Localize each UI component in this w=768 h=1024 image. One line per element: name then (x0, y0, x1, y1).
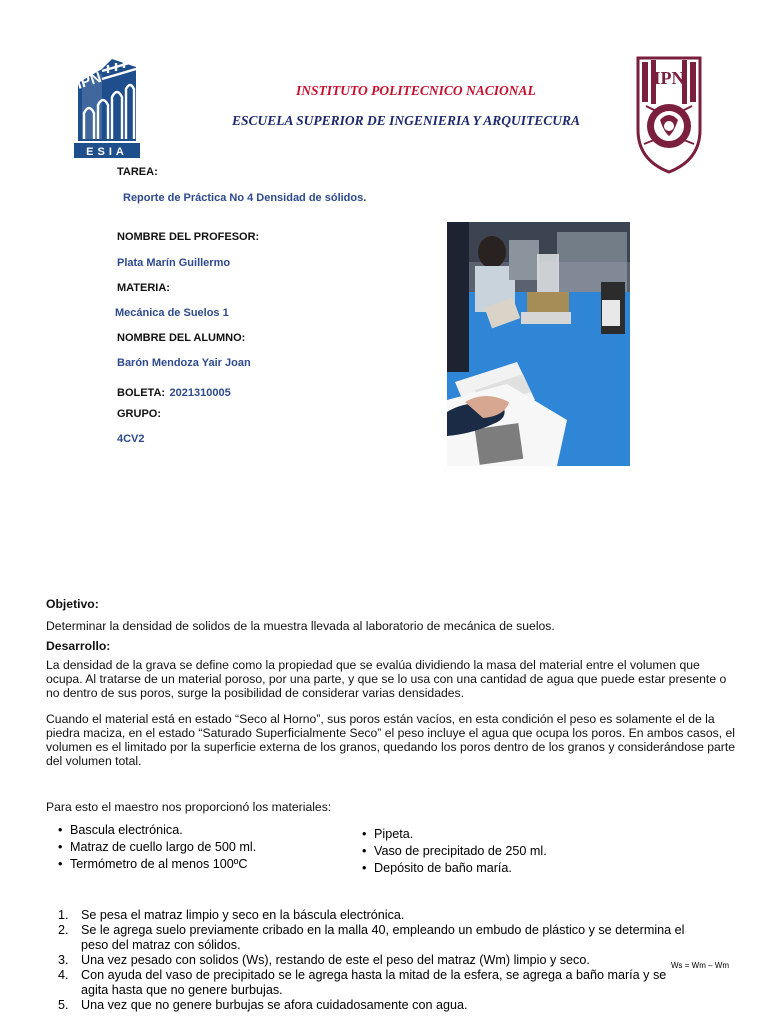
boleta-row (117, 383, 231, 401)
esia-logo-text: ESIA (86, 146, 128, 158)
materials-list-left (58, 822, 256, 873)
materials-list-right (362, 826, 547, 877)
materials-intro: Para esto el maestro nos proporcionó los materiales: (46, 800, 332, 814)
ipn-logo-text: IPN (74, 68, 104, 93)
material-item: • Depósito de baño maría. (362, 860, 547, 877)
material-item: • Pipeta. (362, 826, 547, 843)
step-item: 2. Se le agrega suelo previamente cribado en la malla 40, empleando un embudo de plástico y se determina el peso del matraz con sólidos. (58, 923, 685, 952)
step-item: 1. Se pesa el matraz limpio y seco en la báscula electrónica. (58, 908, 405, 922)
desarrollo-paragraph-1: La densidad de la grava se define como la propiedad que se evalúa dividiendo la masa del material entre el volumen que ocupa. Al tratarse de un material poroso, por una parte, y que se lo usa con una cantidad de agua que puede estar presente o no dentro de sus poros, surge la posibilidad de considerar varias densidades. (46, 658, 727, 700)
institution-title: INSTITUTO POLITECNICO NACIONAL (296, 83, 536, 98)
ipn-shield-logo-icon (632, 52, 706, 175)
material-item: • Termómetro de al menos 100ºC (58, 856, 256, 873)
desarrollo-paragraph-2: Cuando el material está en estado “Seco al Horno”, sus poros están vacíos, en esta condición el peso es solamente el de la piedra maciza, en el estado “Saturado Superficialmente Seco” el peso incluye el agua que ocupa los poros. En ambos casos, el volumen es el limitado por la superficie externa de los granos, quedando los poros dentro de los granos y considerándose parte del volumen total. (46, 712, 736, 768)
desarrollo-heading: Desarrollo: (46, 639, 111, 653)
materia-label: MATERIA: (117, 282, 170, 294)
step-item: 3. Una vez pesado con solidos (Ws), restando de este el peso del matraz (Wm) limpio y seco. (58, 953, 590, 967)
boleta-value: 2021310005 (169, 387, 231, 399)
shield-logo-text: IPN (653, 68, 685, 88)
step-item: 5. Una vez que no genere burbujas se afora cuidadosamente con agua. (58, 998, 468, 1012)
tarea-label: TAREA: (117, 166, 158, 178)
ipn-esia-logo-icon (72, 55, 142, 158)
objetivo-text: Determinar la densidad de solidos de la muestra llevada al laboratorio de mecánica de suelos. (46, 619, 555, 633)
procedure-steps (46, 908, 686, 1013)
material-item: • Vaso de precipitado de 250 ml. (362, 843, 547, 860)
boleta-label: BOLETA: (117, 387, 166, 399)
material-item: • Matraz de cuello largo de 500 ml. (58, 839, 256, 856)
school-title: ESCUELA SUPERIOR DE INGENIERIA Y ARQUITECURA (232, 113, 580, 128)
formula-note: Ws = Wm – Wm (671, 961, 729, 970)
profesor-label: NOMBRE DEL PROFESOR: (117, 231, 260, 243)
grupo-label: GRUPO: (117, 408, 161, 420)
objetivo-heading: Objetivo: (46, 597, 99, 611)
material-item: • Bascula electrónica. (58, 822, 256, 839)
step-item: 4. Con ayuda del vaso de precipitado se le agrega hasta la mitad de la esfera, se agrega a baño maría y se agita hasta que no genere burbujas. (58, 968, 667, 997)
alumno-label: NOMBRE DEL ALUMNO: (117, 332, 246, 344)
profesor-value: Plata Marín Guillermo (117, 257, 231, 269)
alumno-value: Barón Mendoza Yair Joan (117, 357, 251, 369)
lab-photo (447, 222, 630, 466)
grupo-value: 4CV2 (117, 433, 145, 445)
materia-value: Mecánica de Suelos 1 (115, 307, 229, 319)
tarea-value: Reporte de Práctica No 4 Densidad de sólidos. (123, 192, 367, 204)
